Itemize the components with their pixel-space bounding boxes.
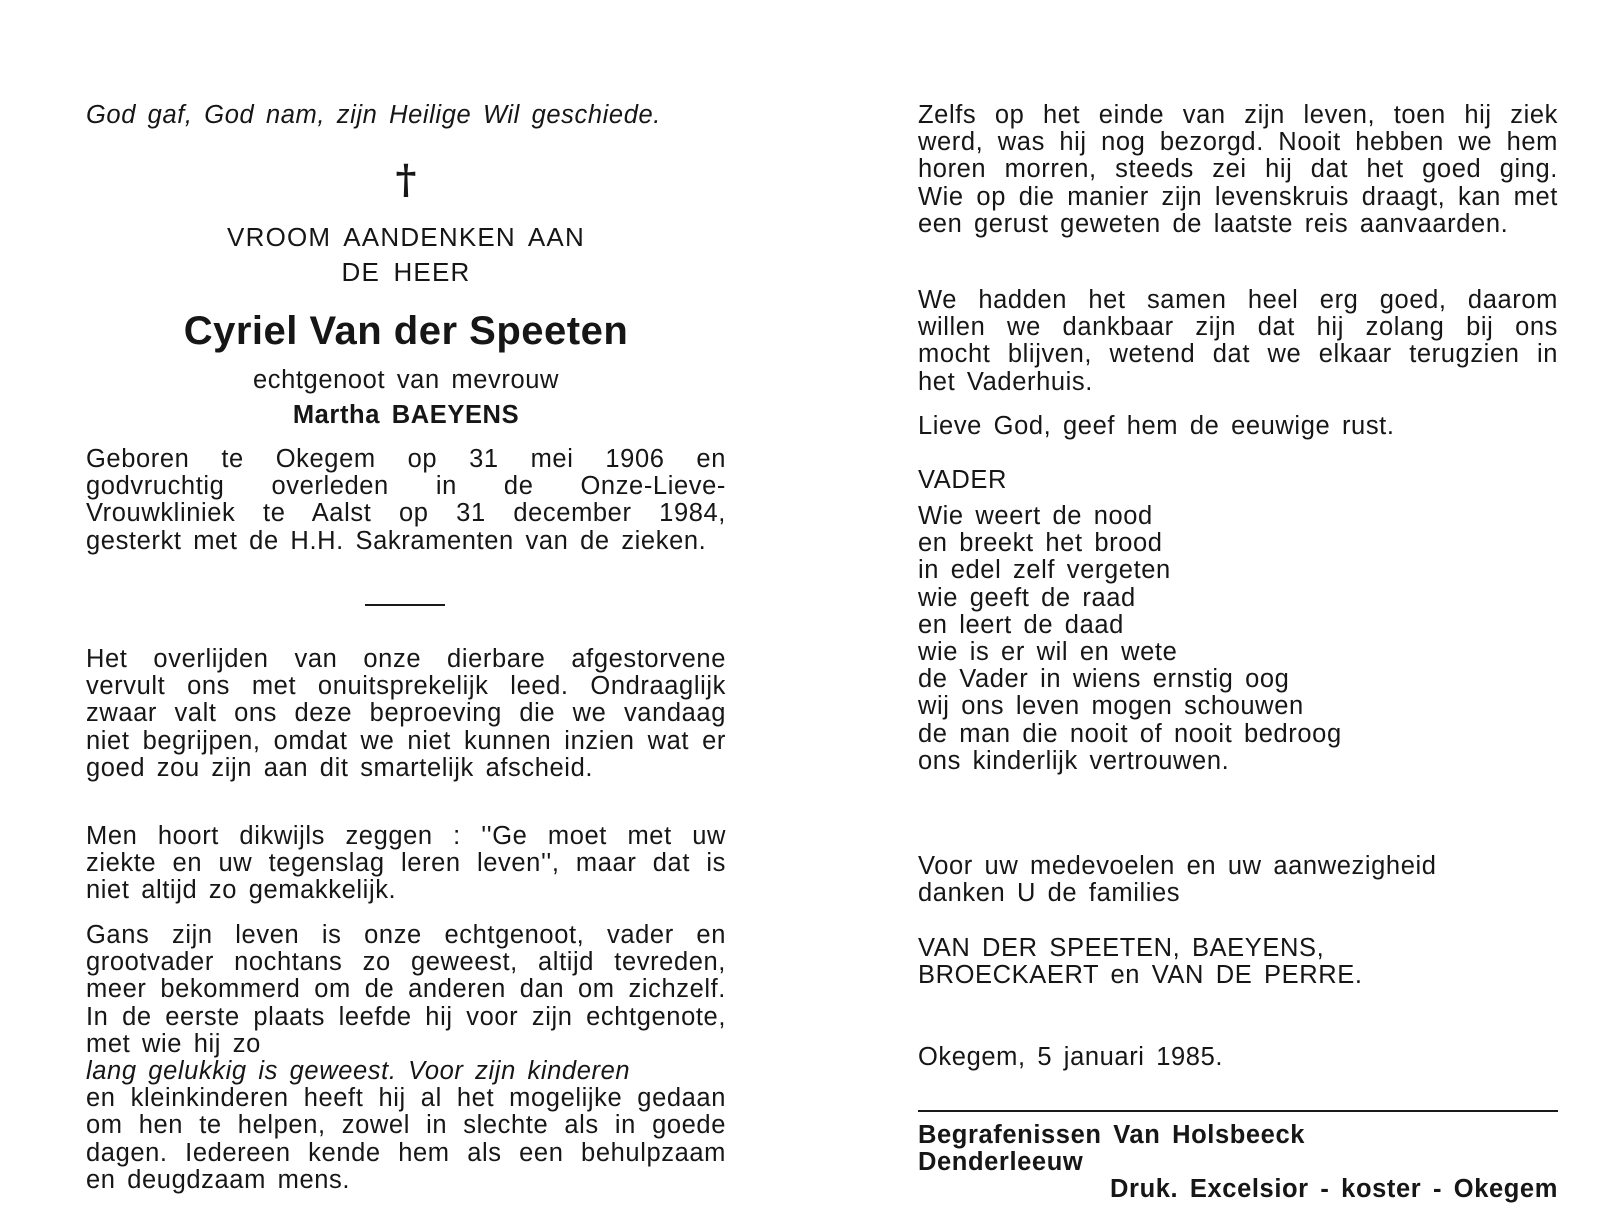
- thanks-line-2: danken U de families: [918, 879, 1181, 908]
- life-paragraph-part-2: en kleinkinderen heeft hij al het mogelijke gedaan om hen te helpen, zowel in slechte als in goede dagen. Iedereen kende hem als een behulpzaam en deugdzaam mens.: [86, 1084, 726, 1194]
- undertaker-block: [918, 1122, 1558, 1176]
- life-paragraph: [86, 922, 726, 1194]
- cross-icon: †: [395, 156, 417, 203]
- poem-line: wij ons leven mogen schouwen: [918, 692, 1304, 721]
- families-line-1: VAN DER SPEETEN, BAEYENS,: [918, 934, 1325, 962]
- thanks-block: [918, 853, 1558, 907]
- poem-line: wie is er wil en wete: [918, 638, 1178, 667]
- opening-quote: God gaf, God nam, zijn Heilige Wil geschiede.: [86, 101, 661, 129]
- poem-title: VADER: [918, 466, 1007, 494]
- saying-paragraph: Men hoort dikwijls zeggen : ''Ge moet met uw ziekte en uw tegenslag leren leven'', maar dat is niet altijd zo gemakkelijk.: [86, 822, 726, 905]
- heading-line-1: VROOM AANDENKEN AAN: [227, 222, 585, 252]
- families-line-2: BROECKAERT en VAN DE PERRE.: [918, 961, 1363, 990]
- families-block: [918, 935, 1558, 989]
- heading-line-2: DE HEER: [341, 257, 471, 287]
- footer-rule: [918, 1110, 1558, 1112]
- undertaker-line-1: Begrafenissen Van Holsbeeck: [918, 1121, 1306, 1149]
- thanks-line-1: Voor uw medevoelen en uw aanwezigheid: [918, 852, 1437, 880]
- life-paragraph-italic: lang gelukkig is geweest. Voor zijn kinderen: [86, 1057, 631, 1086]
- deceased-name: Cyriel Van der Speeten: [183, 309, 629, 353]
- section-divider: [365, 604, 445, 606]
- poem-line: de Vader in wiens ernstig oog: [918, 665, 1290, 694]
- poem-line: de man die nooit of nooit bedroog: [918, 719, 1342, 748]
- poem-line: Wie weert de nood: [918, 502, 1153, 530]
- place-date: Okegem, 5 januari 1985.: [918, 1043, 1224, 1071]
- final-days-paragraph: Zelfs op het einde van zijn leven, toen hij ziek werd, was hij nog bezorgd. Nooit hebben we hem horen morren, steeds zei hij dat het goed ging. Wie op die manier zijn levenskruis draagt, kan met een gerust geweten de laatste reis aanvaarden.: [918, 101, 1558, 238]
- gratitude-paragraph: We hadden het samen heel erg goed, daarom willen we dankbaar zijn dat hij zolang bij ons mocht blijven, wetend dat we elkaar terugzien in het Vaderhuis.: [918, 286, 1558, 396]
- prayer-line: Lieve God, geef hem de eeuwige rust.: [918, 412, 1395, 440]
- poem-line: en breekt het brood: [918, 529, 1163, 558]
- life-paragraph-part-1: Gans zijn leven is onze echtgenoot, vader en grootvader nochtans zo geweest, altijd tevreden, meer bekommerd om de anderen dan om zichzelf. In de eerste plaats leefde hij voor zijn echtgenote, met wie hij zo: [86, 921, 726, 1058]
- poem-line: ons kinderlijk vertrouwen.: [918, 746, 1230, 775]
- poem-line: en leert de daad: [918, 610, 1124, 639]
- grief-paragraph: Het overlijden van onze dierbare afgestorvene vervult ons met onuitsprekelijk leed. Ondraaglijk zwaar valt ons deze beproeving die we vandaag niet begrijpen, omdat we niet kunnen inzien wat er goed zou zijn aan dit smartelijk afscheid.: [86, 645, 726, 782]
- poem-line: wie geeft de raad: [918, 583, 1136, 612]
- spouse-name: Martha BAEYENS: [292, 401, 520, 429]
- poem: [918, 503, 1558, 775]
- printer-credit: Druk. Excelsior - koster - Okegem: [1110, 1175, 1558, 1203]
- spouse-intro: echtgenoot van mevrouw: [252, 366, 560, 394]
- undertaker-line-2: Denderleeuw: [918, 1148, 1084, 1177]
- poem-line: in edel zelf vergeten: [918, 556, 1171, 585]
- birth-death-paragraph: Geboren te Okegem op 31 mei 1906 en godvruchtig overleden in de Onze-Lieve-Vrouwkliniek te Aalst op 31 december 1984, gesterkt met de H.H. Sakramenten van de zieken.: [86, 445, 726, 555]
